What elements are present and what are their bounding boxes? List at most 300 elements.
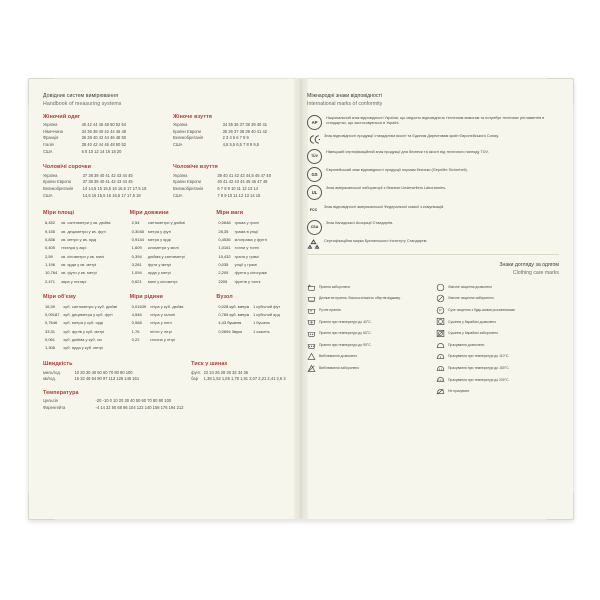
unit-text: кв. дециметри у кв. футі bbox=[61, 228, 106, 234]
unit-text: кв. фути у кв. метрі bbox=[61, 270, 97, 276]
table-row bbox=[43, 172, 165, 179]
row-label: Німеччина bbox=[43, 128, 63, 134]
speed-title: Швидкість bbox=[43, 361, 73, 368]
row-values: 6 7 8 9 10 11 12 13 14 bbox=[217, 186, 259, 192]
list-item bbox=[307, 341, 430, 350]
speed-pressure-row bbox=[43, 361, 295, 382]
table-row bbox=[43, 405, 295, 412]
unit-value: 1,196 bbox=[45, 261, 56, 267]
list-item bbox=[436, 375, 559, 384]
unit-value: 2,205 bbox=[218, 270, 229, 276]
unit-text: літра у пінті bbox=[150, 320, 172, 326]
list-item bbox=[218, 237, 269, 243]
unit-value: 0,836 bbox=[45, 237, 56, 243]
list-item bbox=[45, 320, 119, 326]
unit-text: куб. футів у куб. метрі bbox=[63, 328, 105, 334]
right-title-en: International marks of conformity bbox=[307, 100, 383, 107]
list-item bbox=[45, 229, 113, 235]
list-item bbox=[307, 238, 559, 251]
table-row bbox=[173, 179, 295, 186]
table-row bbox=[43, 376, 183, 383]
iron-high-icon bbox=[436, 375, 445, 384]
row-label: США bbox=[43, 148, 53, 154]
weight-units-table bbox=[216, 218, 271, 286]
table-row bbox=[173, 122, 295, 129]
list-item bbox=[132, 270, 187, 276]
care-label: Сушіння у барабані дозволено bbox=[448, 319, 497, 324]
unit-value: 1,76 bbox=[131, 328, 140, 334]
men-shirts-title: Чоловічі сорочки bbox=[43, 164, 92, 171]
unit-value: 2,54 bbox=[131, 220, 140, 226]
unit-text: фути у метрі bbox=[147, 261, 172, 267]
row-values: 35 36 37 38 39 40 41 42 bbox=[222, 128, 267, 134]
unit-value: 0,035 bbox=[218, 261, 229, 267]
mark-description: Знак відповідності американської Федеральної комісії з комунікацій. bbox=[324, 204, 445, 209]
table-row bbox=[43, 128, 165, 135]
unit-text: кв. метри у кв. ярді bbox=[61, 237, 97, 243]
list-item bbox=[132, 262, 187, 268]
men-shirts-block bbox=[43, 164, 165, 199]
care-label: Хімічне чищення заборонено bbox=[448, 296, 494, 301]
list-item bbox=[218, 328, 282, 334]
list-item bbox=[45, 237, 113, 243]
gs-mark-icon: GS bbox=[307, 167, 322, 182]
tuv-mark-icon: TÜV bbox=[307, 149, 322, 164]
page-title-en: Handbook of measuring systems bbox=[43, 100, 122, 107]
unit-value: 1,0161 bbox=[218, 245, 231, 251]
list-item bbox=[436, 387, 559, 396]
pressure-table bbox=[191, 369, 295, 382]
table-row bbox=[43, 186, 165, 193]
list-item bbox=[45, 270, 113, 276]
unit-value: 0,621 bbox=[131, 278, 142, 284]
csa-mark-icon: CSA bbox=[307, 220, 322, 235]
list-item bbox=[45, 278, 113, 284]
men-shoes-table bbox=[173, 172, 295, 199]
care-label: Прання при температурі до 60°C. bbox=[319, 331, 372, 336]
mark-description: Національний знак відповідності України, що свідчить відповідність технічним вимогам та потребує технічних регламентів в стандартах, що застосовуються в Україні. bbox=[326, 115, 545, 126]
row-values: 39 40 41 42 43 44,5 46 47 48 bbox=[217, 172, 271, 178]
unit-value: 0,568 bbox=[131, 320, 142, 326]
unit-text: літра у куб. дюймі bbox=[150, 303, 184, 309]
list-item bbox=[218, 320, 282, 326]
care-label: Вибілювання дозволено bbox=[319, 354, 358, 359]
row-label: фунт. bbox=[191, 369, 202, 375]
mark-description: Німецький сертифікаційний знак продукції для безпеки та якості від технічного нагляду TÜV. bbox=[326, 149, 489, 154]
table-row bbox=[173, 186, 295, 193]
list-item bbox=[218, 245, 269, 251]
page-title bbox=[43, 93, 295, 109]
weight-units-title: Міри ваги bbox=[216, 210, 244, 217]
list-item bbox=[132, 220, 187, 226]
iron-mid-icon bbox=[436, 364, 445, 373]
list-item bbox=[436, 294, 559, 303]
unit-text: акра у гектарі bbox=[61, 278, 87, 284]
unit-text: пінти у літрі bbox=[150, 328, 172, 334]
care-title-uk: Знаки догляду за одягом bbox=[499, 262, 559, 269]
table-row bbox=[173, 172, 295, 179]
unit-text: ярда у метрі bbox=[147, 270, 171, 276]
list-item bbox=[132, 328, 186, 334]
unit-text: 1 кубічний фут bbox=[252, 303, 281, 309]
list-item bbox=[132, 253, 187, 259]
list-item bbox=[307, 306, 430, 315]
row-values: 34 35 36 37 38 39 40 41 bbox=[222, 121, 267, 127]
unit-text: кв. ярди у кв. метрі bbox=[61, 261, 97, 267]
list-item bbox=[436, 283, 559, 292]
units-row-1 bbox=[43, 210, 295, 286]
wash-hand-icon bbox=[307, 306, 316, 315]
unit-value: 15,432 bbox=[218, 253, 231, 259]
row-values: 37 38 39 40 41 42 43 44 45 bbox=[82, 172, 133, 178]
notebook-spread bbox=[28, 78, 574, 520]
dryclean-icon bbox=[436, 283, 445, 292]
unit-text: гектара у акрі bbox=[61, 245, 87, 251]
ap-mark-icon: AP bbox=[307, 115, 322, 130]
row-label: Цельсія bbox=[43, 398, 58, 404]
women-clothing-table bbox=[43, 122, 165, 156]
row-values: 40 42 44 46 48 50 52 54 bbox=[81, 121, 126, 127]
list-item bbox=[132, 320, 186, 326]
unit-text: метра у футі bbox=[147, 228, 172, 234]
row-label: Країни Європи bbox=[173, 128, 201, 134]
unit-value: 0,09187 bbox=[45, 312, 60, 318]
unit-text: унції у грамі bbox=[234, 261, 257, 267]
care-label: Сухе чищення з будь-якими розчинниками bbox=[448, 308, 515, 313]
list-item bbox=[307, 133, 559, 146]
wash-30-icon bbox=[307, 294, 316, 303]
list-item bbox=[307, 283, 430, 292]
unit-value: 0,028 куб. метра bbox=[218, 303, 249, 309]
women-shoes-block bbox=[173, 114, 295, 156]
misc-units-table bbox=[216, 302, 284, 337]
list-item bbox=[436, 364, 559, 373]
women-shoes-title: Жіноче взуття bbox=[173, 113, 213, 120]
men-shirts-table bbox=[43, 172, 165, 199]
unit-value: 1,609 bbox=[131, 245, 142, 251]
row-label: Україна bbox=[173, 172, 188, 178]
misc-units-block bbox=[216, 294, 295, 354]
row-label: миль/год. bbox=[43, 369, 61, 375]
care-column-right bbox=[436, 283, 559, 399]
list-item bbox=[307, 167, 559, 182]
table-row bbox=[191, 369, 295, 376]
liquid-units-block bbox=[130, 294, 209, 354]
row-values: 37 38 39 40 41 42 43 44 45 bbox=[82, 179, 133, 185]
row-label: Країни Європи bbox=[43, 179, 71, 185]
care-label: Делікатне прання. Висока кількість обертів віджиму. bbox=[319, 296, 401, 301]
volume-units-table bbox=[43, 302, 121, 354]
row-values: 16 32 48 64 80 97 113 129 145 161 bbox=[74, 376, 140, 382]
list-item bbox=[132, 337, 186, 343]
row-values: 14 14,5 15 15,5 16 16,5 17 17,5 18 bbox=[82, 186, 147, 192]
list-item bbox=[218, 270, 269, 276]
unit-text: метра у ярді bbox=[147, 237, 171, 243]
men-shoes-title: Чоловіче взуття bbox=[173, 164, 218, 171]
unit-value: 1,308 bbox=[45, 345, 56, 351]
unit-value: 0,405 bbox=[45, 245, 56, 251]
left-page bbox=[43, 93, 295, 505]
units-row-2 bbox=[43, 294, 295, 354]
unit-text: кв. сантиметри у кв. дюймі bbox=[61, 220, 111, 226]
list-item bbox=[307, 317, 430, 326]
unit-text: милі у кілометрі bbox=[147, 278, 178, 284]
iron-low-icon bbox=[436, 352, 445, 361]
mark-description: Знак відповідності продукції стандартам якості та Єдиним Директивам країн Європейського Союзу. bbox=[324, 133, 499, 138]
unit-text: дюйма у сантиметрі bbox=[147, 253, 185, 259]
row-label: Україна bbox=[43, 121, 58, 127]
list-item bbox=[218, 220, 269, 226]
unit-text: галона у літрі bbox=[150, 337, 176, 343]
list-item bbox=[45, 312, 119, 318]
area-units-title: Міри площі bbox=[43, 210, 75, 217]
list-item bbox=[218, 278, 269, 284]
unit-value: 0,0694 Звуко bbox=[218, 328, 243, 334]
liquid-units-title: Міри рідини bbox=[129, 293, 163, 300]
care-label: Прасування при температурі до 200°C. bbox=[448, 377, 510, 382]
table-row bbox=[43, 149, 165, 156]
right-page-title bbox=[307, 93, 559, 109]
list-item bbox=[307, 364, 430, 373]
misc-units-title: Вузол bbox=[216, 293, 233, 300]
temperature-title: Температура bbox=[43, 389, 79, 396]
unit-value: 0,765 куб. метра bbox=[218, 312, 249, 318]
row-label: Фаренгейта bbox=[43, 404, 66, 410]
row-values: 6 8 10 12 14 16 18 20 bbox=[81, 148, 122, 154]
no-tumble-icon bbox=[436, 329, 445, 338]
no-bleach-icon bbox=[307, 364, 316, 373]
unit-text: сантиметри у дюймі bbox=[147, 220, 185, 226]
list-item bbox=[436, 306, 559, 315]
unit-text: фунта у кілограмі bbox=[234, 270, 268, 276]
unit-value: 4,43 бушеля bbox=[218, 320, 242, 326]
volume-units-block bbox=[43, 294, 122, 354]
table-row bbox=[43, 192, 165, 199]
unit-value: 0,7646 bbox=[45, 320, 58, 326]
row-values: 10 20 30 40 50 60 70 80 90 100 bbox=[74, 369, 133, 375]
unit-text: тонни у тонні bbox=[234, 245, 259, 251]
volume-units-title: Міри об'єму bbox=[43, 293, 76, 300]
mark-description: Сертифікаційна марка Британського Інституту Стандартів. bbox=[324, 238, 428, 243]
list-item bbox=[132, 304, 186, 310]
iron-icon bbox=[436, 341, 445, 350]
list-item bbox=[45, 328, 119, 334]
unit-value: 3,281 bbox=[131, 261, 142, 267]
women-shoes-table bbox=[173, 122, 295, 149]
list-item bbox=[45, 253, 113, 259]
length-units-title: Міри довжини bbox=[129, 210, 169, 217]
row-label: США bbox=[173, 192, 183, 198]
women-clothing-title: Жіночий одяг bbox=[43, 113, 81, 120]
right-title-uk: Міжнародні знаки відповідності bbox=[307, 93, 383, 99]
list-item bbox=[307, 204, 559, 217]
unit-text: грана у грамі bbox=[234, 253, 259, 259]
list-item bbox=[45, 220, 113, 226]
care-title-en: Clothing care marks bbox=[512, 269, 559, 276]
row-label: Великобританія bbox=[173, 186, 204, 192]
row-label: США bbox=[173, 142, 183, 148]
care-label: Ручне прання bbox=[319, 308, 341, 313]
unit-value: 4,546 bbox=[131, 312, 142, 318]
unit-text: кілограма у фунті bbox=[234, 237, 268, 243]
table-row bbox=[191, 376, 295, 383]
unit-value: 0,394 bbox=[131, 253, 142, 259]
unit-text: куб. ярда у куб. метрі bbox=[63, 345, 104, 351]
unit-value: 0,9144 bbox=[131, 237, 144, 243]
unit-value: 6,452 bbox=[45, 220, 56, 226]
care-label: Прасування при температурі до 150°C. bbox=[448, 366, 510, 371]
care-label: Прасування при температурі до 110°C. bbox=[448, 354, 510, 359]
list-item bbox=[45, 245, 113, 251]
care-marks-grid bbox=[307, 283, 559, 399]
speed-block bbox=[43, 361, 183, 382]
table-row bbox=[43, 179, 165, 186]
size-tables-row-1 bbox=[43, 114, 295, 161]
care-label: Хімічне чищення дозволено bbox=[448, 284, 492, 289]
temperature-block bbox=[43, 390, 295, 411]
list-item bbox=[436, 352, 559, 361]
unit-value: 0,01639 bbox=[131, 303, 147, 309]
unit-value: 10,764 bbox=[45, 270, 58, 276]
table-row bbox=[43, 398, 295, 405]
row-values: 4,5 5,5 6,5 7 8 9 9,5 bbox=[222, 142, 260, 148]
unit-text: літра у галоні bbox=[150, 312, 176, 318]
row-label: Країни Європи bbox=[173, 179, 201, 185]
care-title bbox=[307, 262, 559, 278]
list-item bbox=[132, 245, 187, 251]
unit-value: 0,4536 bbox=[218, 237, 231, 243]
unit-value: 33,31 bbox=[45, 328, 56, 334]
unit-text: куб. дюйма у куб. см bbox=[63, 337, 102, 343]
care-label: Не прасувати bbox=[448, 389, 470, 394]
row-values: -4 14 32 50 68 86 104 122 140 158 176 194 212 bbox=[95, 404, 184, 410]
unit-text: кілометри у милі bbox=[147, 245, 179, 251]
ul-mark-icon: UL bbox=[307, 185, 322, 200]
area-units-block bbox=[43, 210, 122, 286]
unit-text: грама у грані bbox=[234, 220, 259, 226]
unit-value: 16,39 bbox=[45, 303, 56, 309]
list-item bbox=[132, 237, 187, 243]
wash-40-icon bbox=[307, 317, 316, 326]
unit-value: 0,061 bbox=[45, 337, 56, 343]
care-column-left bbox=[307, 283, 430, 399]
unit-text: куб. дециметра у куб. футі bbox=[63, 312, 113, 318]
fcc-mark-icon: FCC bbox=[309, 208, 318, 213]
list-item bbox=[45, 262, 113, 268]
unit-text: 1 бушель bbox=[252, 320, 271, 326]
care-label: Прасування дозволено bbox=[448, 342, 485, 347]
care-label: Вибілювання заборонено bbox=[319, 366, 360, 371]
row-values: -20 -10 0 10 20 30 40 50 60 70 80 90 100 bbox=[95, 398, 172, 404]
svg-text:P: P bbox=[439, 308, 442, 313]
row-label: Великобританія bbox=[173, 135, 204, 141]
table-row bbox=[173, 128, 295, 135]
wash-tub-icon bbox=[307, 283, 316, 292]
ce-mark-icon bbox=[307, 133, 320, 146]
row-label: Великобританія bbox=[43, 186, 74, 192]
unit-text: 1 кубічний ярд bbox=[252, 312, 280, 318]
conformity-marks-list bbox=[307, 115, 559, 251]
care-label: Прання при температурі до 95°C. bbox=[319, 342, 372, 347]
length-units-block bbox=[130, 210, 209, 286]
unit-value: 2,59 bbox=[45, 253, 53, 259]
temperature-table bbox=[43, 398, 295, 411]
table-row bbox=[173, 135, 295, 142]
no-iron-icon bbox=[436, 387, 445, 396]
row-values: 2 3 4 5 6 7 8 9 bbox=[222, 135, 249, 141]
list-item bbox=[307, 220, 559, 235]
mark-description: Знак американської лабораторії з безпеки Underwriters Laboratories. bbox=[326, 186, 447, 191]
row-values: 7 8 9 10 11 12 13 14 15 bbox=[217, 192, 261, 198]
unit-text: кв. кілометри у кв. милі bbox=[61, 253, 105, 259]
book-spine bbox=[294, 79, 308, 519]
tumble-icon bbox=[436, 317, 445, 326]
row-values: 14,5 15 15,5 16 16,5 17 17,5 18 bbox=[82, 192, 141, 198]
row-label: км/год. bbox=[43, 376, 56, 382]
row-label: Італія bbox=[43, 142, 54, 148]
recycle-icon bbox=[307, 238, 320, 251]
unit-value: 9,155 bbox=[45, 228, 56, 234]
bleach-icon bbox=[307, 352, 316, 361]
list-item bbox=[307, 185, 559, 200]
list-item bbox=[218, 304, 282, 310]
unit-text: грама в унції bbox=[234, 228, 259, 234]
right-page bbox=[307, 93, 559, 505]
liquid-units-table bbox=[130, 302, 188, 345]
list-item bbox=[132, 312, 186, 318]
men-shoes-block bbox=[173, 164, 295, 199]
size-tables-row-2 bbox=[43, 164, 295, 204]
unit-value: 1,094 bbox=[131, 270, 142, 276]
care-label: Прання при температурі до 40°C. bbox=[319, 319, 372, 324]
row-values: 36 38 40 42 44 46 48 50 bbox=[81, 135, 126, 141]
weight-units-block bbox=[216, 210, 295, 286]
unit-value: 0,0648 bbox=[218, 220, 231, 226]
list-item bbox=[132, 229, 187, 235]
pressure-title: Тиск у шинах bbox=[191, 361, 228, 368]
wash-60-icon bbox=[307, 329, 316, 338]
women-clothing-block bbox=[43, 114, 165, 156]
row-values: 22 24 26 28 30 32 34 36 bbox=[203, 369, 249, 375]
row-values: 38 40 42 44 46 48 50 52 bbox=[81, 142, 126, 148]
unit-value: 0,22 bbox=[131, 337, 140, 343]
list-item bbox=[45, 337, 119, 343]
row-values: 1,38 1,52 1,65 1,79 1,91 2,07 2,21 2,41 2,6 3 bbox=[203, 376, 286, 382]
length-units-table bbox=[130, 218, 189, 286]
wash-95-icon bbox=[307, 341, 316, 350]
dryclean-p-icon bbox=[436, 306, 445, 315]
mark-description: Європейський знак відповідності продукції нормам безпеки (Geprüfte Sicherheit). bbox=[326, 168, 468, 173]
list-item bbox=[218, 312, 282, 318]
divider bbox=[307, 254, 559, 255]
table-row bbox=[173, 142, 295, 149]
table-row bbox=[43, 369, 183, 376]
unit-value: 2205 bbox=[218, 278, 228, 284]
unit-value: 0,3048 bbox=[131, 228, 144, 234]
table-row bbox=[43, 122, 165, 129]
list-item bbox=[218, 229, 269, 235]
row-values: 40 41 42 43 44 45 46 47 48 bbox=[217, 179, 268, 185]
table-row bbox=[43, 135, 165, 142]
list-item bbox=[436, 329, 559, 338]
row-label: бар bbox=[191, 376, 198, 382]
care-label: Прання заборонено bbox=[319, 284, 351, 289]
table-row bbox=[43, 142, 165, 149]
row-label: Україна bbox=[43, 172, 58, 178]
table-row bbox=[173, 192, 295, 199]
list-item bbox=[436, 341, 559, 350]
row-label: Україна bbox=[173, 121, 188, 127]
